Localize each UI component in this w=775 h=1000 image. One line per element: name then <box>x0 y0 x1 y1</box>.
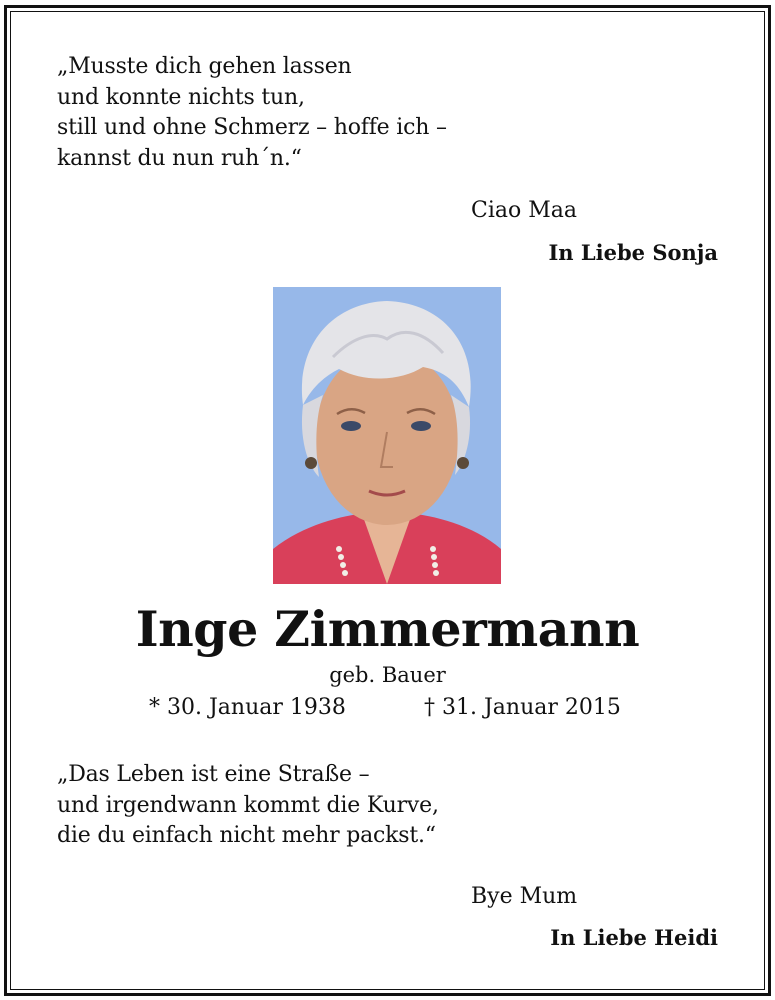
top-poem <box>57 52 447 174</box>
signature-top: In Liebe Sonja <box>548 240 718 265</box>
farewell-top: Ciao Maa <box>471 198 577 223</box>
birth-date: * 30. Januar 1938 <box>149 695 346 720</box>
portrait-illustration <box>273 287 501 584</box>
farewell-bottom: Bye Mum <box>471 884 578 909</box>
poem-line: „Musste dich gehen lassen <box>57 54 352 79</box>
portrait-photo <box>273 287 501 584</box>
death-date: † 31. Januar 2015 <box>424 695 621 720</box>
poem-line: und irgendwann kommt die Kurve, <box>57 792 439 818</box>
maiden-name: geb. Bauer <box>329 663 446 687</box>
deceased-name: Inge Zimmermann <box>135 600 640 658</box>
signature-bottom: In Liebe Heidi <box>550 925 718 950</box>
poem-line: still und ohne Schmerz – hoffe ich – <box>57 115 447 140</box>
poem-line: die du einfach nicht mehr packst.“ <box>57 823 436 848</box>
poem-line: und konnte nichts tun, <box>57 84 305 110</box>
bottom-poem <box>57 760 439 852</box>
poem-line: kannst du nun ruh´n.“ <box>57 145 302 171</box>
poem-line: „Das Leben ist eine Straße – <box>57 762 370 787</box>
